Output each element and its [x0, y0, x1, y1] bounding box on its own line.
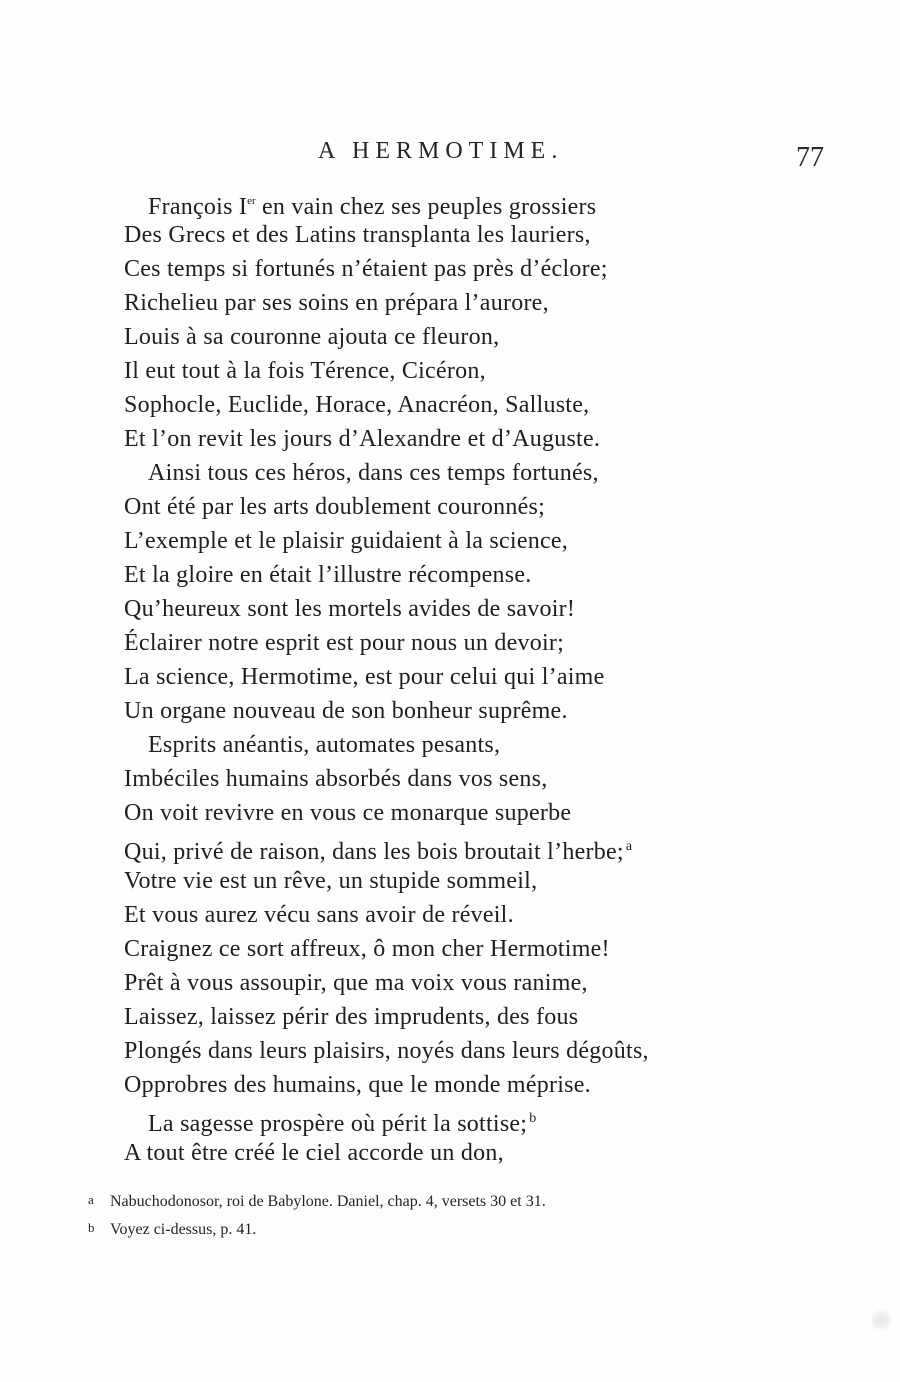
- verse-line: [124, 626, 784, 660]
- verse-line: [124, 966, 784, 1000]
- verse-text: Il eut tout à la fois Térence, Cicéron,: [124, 358, 486, 384]
- verse-text: Des Grecs et des Latins transplanta les lauriers,: [124, 222, 591, 248]
- verse-text: Ont été par les arts doublement couronnés;: [124, 494, 546, 520]
- verse-text: Ainsi tous ces héros, dans ces temps fortunés,: [148, 460, 599, 486]
- verse-line: [124, 694, 784, 728]
- verse-line: [124, 456, 784, 490]
- verse-text: Et la gloire en était l’illustre récompense.: [124, 562, 532, 588]
- verse-text: Votre vie est un rêve, un stupide sommeil,: [124, 868, 538, 894]
- verse-text: Sophocle, Euclide, Horace, Anacréon, Salluste,: [124, 392, 590, 418]
- verse-text: en vain chez ses peuples grossiers: [255, 194, 597, 220]
- footnote: [88, 1214, 788, 1242]
- superscript: er: [247, 195, 256, 207]
- running-head: A HERMOTIME.: [318, 138, 564, 164]
- verse-line: [124, 1068, 784, 1102]
- verse-text: Et vous aurez vécu sans avoir de réveil.: [124, 902, 514, 928]
- footnote: [88, 1186, 788, 1214]
- footnotes: [88, 1186, 788, 1242]
- verse-line: [124, 1102, 784, 1136]
- verse-text: Craignez ce sort affreux, ô mon cher Hermotime!: [124, 936, 610, 962]
- paper-smudge: [870, 1310, 892, 1330]
- footnote-mark: b: [88, 1220, 95, 1235]
- verse-line: [124, 184, 784, 218]
- verse-text: On voit revivre en vous ce monarque superbe: [124, 800, 572, 826]
- verse-text: Ces temps si fortunés n’étaient pas près d’éclore;: [124, 256, 608, 282]
- verse-line: [124, 932, 784, 966]
- verse-line: [124, 796, 784, 830]
- verse-text: Et l’on revit les jours d’Alexandre et d’Auguste.: [124, 426, 601, 452]
- verse-text: La sagesse prospère où périt la sottise;: [148, 1111, 528, 1137]
- footnote-reference: b: [529, 1111, 537, 1126]
- verse-line: [124, 728, 784, 762]
- verse-line: [124, 898, 784, 932]
- verse-line: [124, 422, 784, 456]
- verse-text: Un organe nouveau de son bonheur suprême.: [124, 698, 568, 724]
- verse-line: [124, 1136, 784, 1170]
- footnote-text: Voyez ci-dessus, p. 41.: [110, 1221, 257, 1238]
- verse-line: [124, 252, 784, 286]
- verse-text: Qu’heureux sont les mortels avides de savoir!: [124, 596, 576, 622]
- verse-line: [124, 558, 784, 592]
- verse-text: Éclairer notre esprit est pour nous un devoir;: [124, 630, 565, 656]
- verse-line: [124, 1000, 784, 1034]
- poem-body: [124, 184, 784, 1170]
- verse-line: [124, 592, 784, 626]
- verse-text: Richelieu par ses soins en prépara l’aurore,: [124, 290, 549, 316]
- verse-text: Laissez, laissez périr des imprudents, des fous: [124, 1004, 579, 1030]
- verse-line: [124, 388, 784, 422]
- footnote-reference: a: [625, 839, 633, 854]
- verse-line: [124, 490, 784, 524]
- footnote-mark: a: [88, 1192, 94, 1207]
- verse-line: [124, 762, 784, 796]
- verse-line: [124, 286, 784, 320]
- verse-text: Louis à sa couronne ajouta ce fleuron,: [124, 324, 500, 350]
- verse-text: La science, Hermotime, est pour celui qui l’aime: [124, 664, 605, 690]
- verse-line: [124, 320, 784, 354]
- verse-text: Imbéciles humains absorbés dans vos sens,: [124, 766, 548, 792]
- verse-text: Opprobres des humains, que le monde méprise.: [124, 1072, 591, 1098]
- verse-text: Plongés dans leurs plaisirs, noyés dans leurs dégoûts,: [124, 1038, 649, 1064]
- verse-line: [124, 524, 784, 558]
- verse-line: [124, 218, 784, 252]
- verse-line: [124, 660, 784, 694]
- verse-text: A tout être créé le ciel accorde un don,: [124, 1140, 504, 1166]
- verse-text: François I: [148, 194, 248, 220]
- verse-text: Esprits anéantis, automates pesants,: [148, 732, 501, 758]
- footnote-text: Nabuchodonosor, roi de Babylone. Daniel, chap. 4, versets 30 et 31.: [110, 1193, 546, 1210]
- page-number: 77: [796, 142, 824, 173]
- verse-text: Prêt à vous assoupir, que ma voix vous ranime,: [124, 970, 588, 996]
- verse-line: [124, 830, 784, 864]
- verse-text: Qui, privé de raison, dans les bois broutait l’herbe;: [124, 839, 624, 865]
- verse-line: [124, 864, 784, 898]
- verse-line: [124, 354, 784, 388]
- verse-line: [124, 1034, 784, 1068]
- verse-text: L’exemple et le plaisir guidaient à la science,: [124, 528, 569, 554]
